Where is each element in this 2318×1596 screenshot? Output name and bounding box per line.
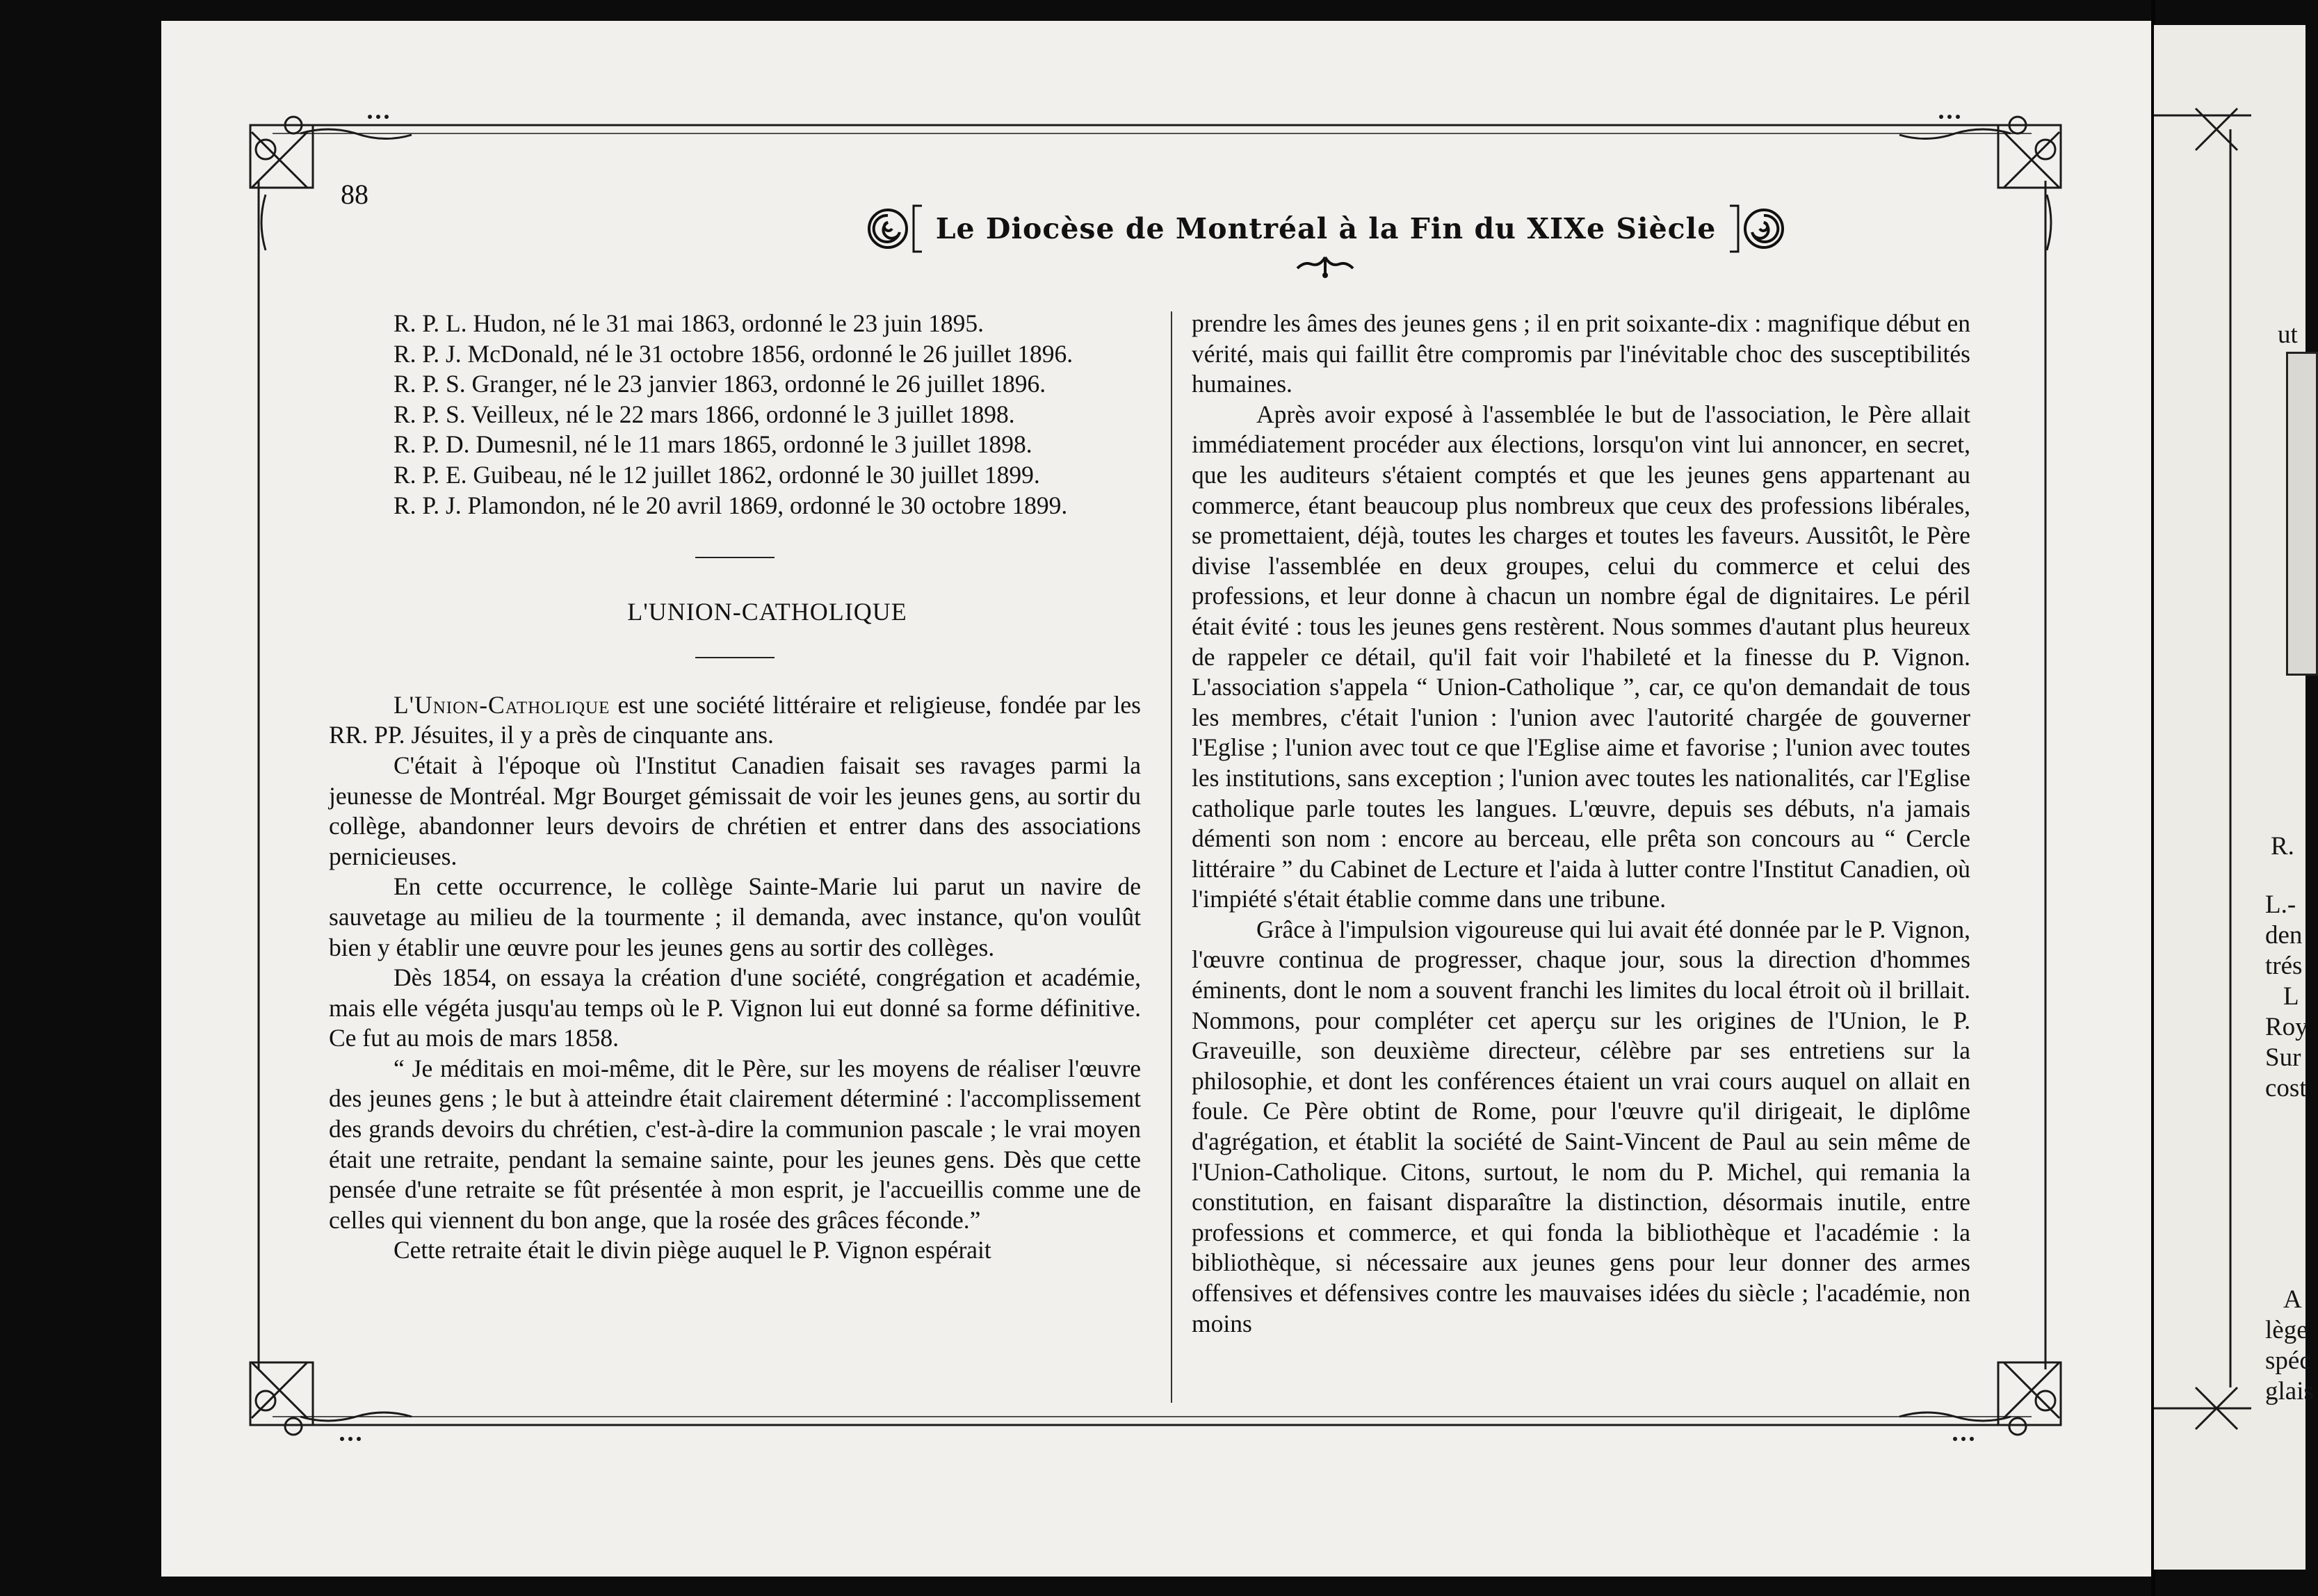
facing-fragment: L.-: [2265, 890, 2296, 919]
intro-paragraph: [329, 690, 1141, 751]
continued-paragraph: prendre les âmes des jeunes gens ; il en prit soixante-dix : magnifique début en vérité, mais qui faillit être compromis par l'inévitable choc des susceptibilités humaines.: [1192, 309, 1970, 398]
corner-ornament-top-right: [1899, 117, 2061, 250]
facing-fragment: Sur: [2265, 1043, 2301, 1072]
body-paragraph: Grâce à l'impulsion vigoureuse qui lui avait été donnée par le P. Vignon, l'œuvre continua de progresser, chaque jour, sous la direction d'hommes éminents, dont le nom a souvent franchi les limites du local étroit où il brillait. Nommons, pour compléter cet aperçu sur les origines de l'Union, le P. Graveuille, son deuxième directeur, célèbre par ses entretiens sur la philosophie, et dont les conférences étaient un vrai cours auquel on allait en foule. Ce Père obtint de Rome, pour l'œuvre qu'il dirigeait, le diplôme d'agrégation, et établit la société de Saint-Vincent de Paul au sein même de l'Union-Catholique. Citons, surtout, le nom du P. Michel, qui remania la constitution, en faisant disparaître la distinction, désormais inutile, entre professions et commerce, et qui fonda la bibliothèque et l'académie : la bibliothèque, si nécessaire aux jeunes gens pour leur donner des armes offensives et défensives contre les mauvaises idées du siècle ; l'académie, non moins: [1192, 915, 1970, 1337]
intro-text: est une société littéraire et religieuse, fondée par les RR. PP. Jésuites, il y a près de cinquante ans.: [329, 690, 1141, 749]
fleuron-icon: [1292, 254, 1359, 279]
facing-page-edge: [2154, 25, 2314, 1570]
running-head: [933, 203, 1719, 254]
ordination-entry: R. P. E. Guibeau, né le 12 juillet 1862, ordonné le 30 juillet 1899.: [394, 460, 1040, 489]
running-head-title: Le Diocèse de Montréal à la Fin du XIXe Siècle: [935, 212, 1717, 245]
ordination-entry: R. P. L. Hudon, né le 31 mai 1863, ordonné le 23 juin 1895.: [394, 309, 984, 337]
column-divider: [1171, 311, 1172, 1403]
page-number: 88: [341, 179, 368, 210]
body-paragraph: Dès 1854, on essaya la création d'une société, congrégation et académie, mais elle végéta jusqu'au temps où le P. Vignon lui eut donné sa forme définitive. Ce fut au mois de mars 1858.: [329, 963, 1141, 1052]
facing-fragment: spéc: [2265, 1346, 2311, 1375]
ordination-entry: R. P. J. McDonald, né le 31 octobre 1856, ordonné le 26 juillet 1896.: [394, 339, 1073, 368]
section-rule-top: [695, 557, 775, 558]
facing-fragment: A: [2283, 1285, 2302, 1314]
facing-fragment: glais: [2265, 1377, 2314, 1406]
ordination-entry: R. P. S. Granger, né le 23 janvier 1863, ordonné le 26 juillet 1896.: [394, 370, 1046, 398]
corner-ornament-bottom-left: [250, 1362, 412, 1435]
swirl-ornament-right-icon: [1742, 207, 1785, 250]
body-paragraph: C'était à l'époque où l'Institut Canadien faisait ses ravages parmi la jeunesse de Montréal. Mgr Bourget gémissait de voir les jeunes gens, au sortir du collège, abandonner leurs devoirs de chrétien et entrer dans des associations pernicieuses.: [329, 751, 1141, 870]
facing-fragment: ut: [2278, 320, 2298, 349]
corner-ornament-top-left: [250, 117, 412, 250]
bracket-left-icon: [909, 203, 923, 254]
ordination-list: [329, 309, 1141, 521]
bracket-right-icon: [1728, 203, 1742, 254]
facing-fragment: lège: [2265, 1316, 2308, 1344]
facing-fragment: Roy: [2265, 1013, 2308, 1041]
section-rule-bottom: [695, 657, 775, 658]
quotation-paragraph: “ Je méditais en moi-même, dit le Père, sur les moyens de réaliser l'œuvre des jeunes gens ; le but à atteindre était clairement déterminé : l'accomplissement des grands devoirs du chrétien, c'est-à-dire la communion pascale ; le vrai moyen était une retraite, pendant la semaine sainte, pour les jeunes gens. Dès que cette pensée d'une retraite se fût présentée à mon esprit, je l'accueillis comme une de celles qui viennent du bon ange, que la rosée des grâces féconde.”: [329, 1054, 1141, 1234]
facing-fragment: R.: [2271, 832, 2294, 861]
ordination-entry: R. P. D. Dumesnil, né le 11 mars 1865, ordonné le 3 juillet 1898.: [394, 430, 1032, 459]
facing-fragment: trés: [2265, 952, 2303, 980]
body-paragraph: En cette occurrence, le collège Sainte-Marie lui parut un navire de sauvetage au milieu de la tourmente ; il demanda, avec instance, qu'on voulût bien y établir une œuvre pour les jeunes gens au sortir des collèges.: [329, 872, 1141, 961]
facing-page-image: [2286, 352, 2318, 676]
ordination-entry: R. P. J. Plamondon, né le 20 avril 1869, ordonné le 30 octobre 1899.: [394, 491, 1068, 519]
swirl-ornament-left-icon: [866, 207, 909, 250]
left-column: [329, 309, 1141, 1266]
section-heading: L'UNION-CATHOLIQUE: [627, 598, 907, 626]
right-column: [1192, 309, 1970, 1339]
body-paragraph: Après avoir exposé à l'assemblée le but de l'association, le Père allait immédiatement procéder aux élections, lorsqu'on vint lui annoncer, en secret, que les auditeurs s'étaient comptés et que les jeunes gens appartenant au commerce, étant beaucoup plus nombreux que ceux des professions libérales, se promettaient, déjà, toutes les charges et toutes les faveurs. Aussitôt, le Père divise l'assemblée en deux groupes, celui du commerce et celui des professions, et leur donne à chacun un nombre égal de dignitaires. Le péril était évité : tous les jeunes gens restèrent. Nous sommes d'autant plus heureux de rappeler ce détail, qu'il fait voir l'habileté et la finesse du P. Vignon. L'association s'appela “ Union-Catholique ”, car, ce qu'on demandait de tous les membres, c'était l'union : l'union avec l'autorité chargée de gouverner l'Eglise ; l'union avec tout ce que l'Eglise aime et favorise ; l'union avec toutes les institutions, sans exception ; l'union avec toutes les nationalités, car l'Eglise catholique parle toutes les langues. L'œuvre, depuis ses débuts, n'a jamais démenti son nom : encore au berceau, elle prêta son concours au “ Cercle littéraire ” du Cabinet de Lecture et l'aida à lutter contre l'Institut Canadien, où l'impiété s'était établie comme dans une tribune.: [1192, 400, 1970, 913]
corner-ornament-bottom-right: [1899, 1362, 2061, 1435]
facing-fragment: L: [2283, 982, 2299, 1011]
facing-fragment: cost: [2265, 1074, 2307, 1102]
society-name: L'Union-Catholique: [394, 690, 610, 719]
scanned-page: [161, 21, 2151, 1577]
ordination-entry: R. P. S. Veilleux, né le 22 mars 1866, ordonné le 3 juillet 1898.: [394, 400, 1015, 428]
body-paragraph: Cette retraite était le divin piège auquel le P. Vignon espérait: [394, 1236, 991, 1264]
facing-fragment: den: [2265, 921, 2303, 950]
